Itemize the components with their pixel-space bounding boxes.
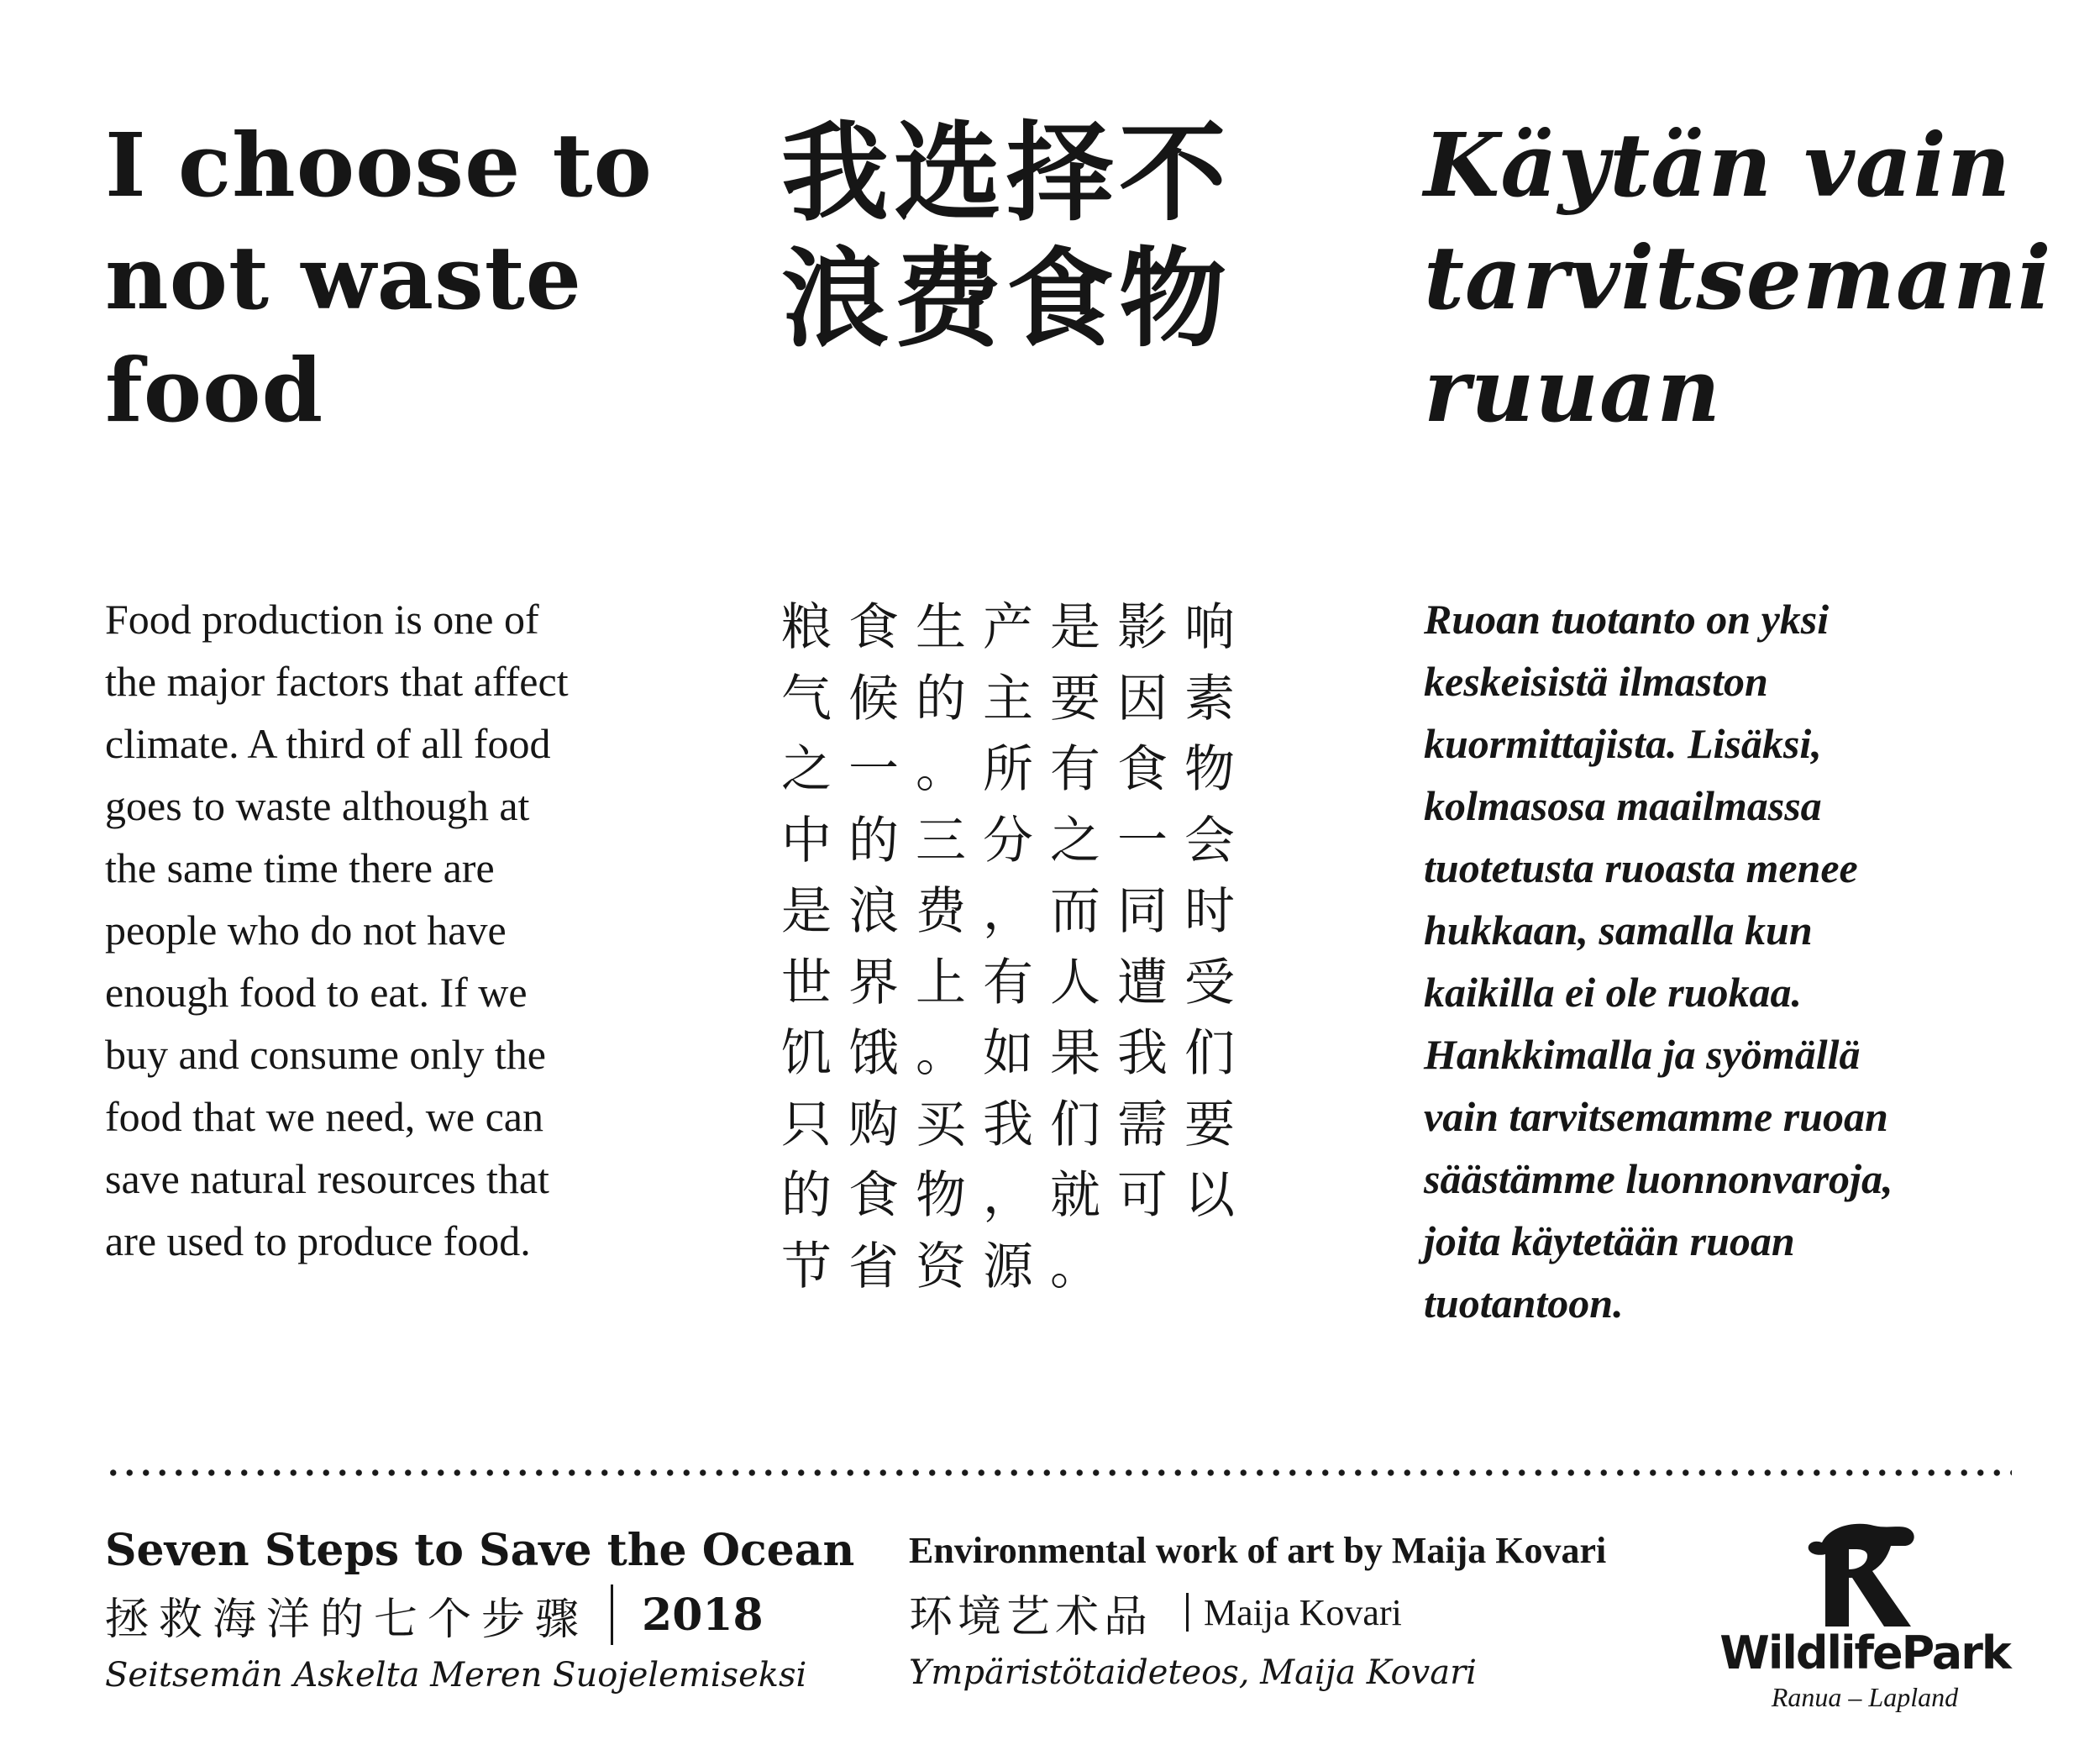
body-finnish-line: joita käytetään ruoan [1424, 1217, 1795, 1264]
heading-chinese-line: 浪费食物 [781, 237, 1232, 362]
artist-name: Maija Kovari [1204, 1591, 1402, 1633]
body-finnish-line: vain tarvitsemamme ruoan [1424, 1093, 1888, 1140]
body-english-line: buy and consume only the [105, 1031, 546, 1078]
body-chinese-line: 是浪费，而同时 [781, 882, 1252, 941]
body-english-line: goes to waste although at [105, 782, 530, 829]
body-chinese-line: 饥饿。如果我们 [781, 1024, 1252, 1083]
artwork-credit-zh-row [909, 1579, 1698, 1645]
body-english-line: people who do not have [105, 907, 507, 954]
body-chinese-line: 的食物，就可以 [781, 1166, 1252, 1225]
body-chinese-line: 气候的主要因素 [781, 669, 1252, 728]
series-title-zh-row [105, 1581, 911, 1648]
body-finnish-line: säästämme luonnonvaroja, [1424, 1155, 1893, 1202]
body-chinese-line: 粮食生产是影响 [781, 598, 1252, 657]
body-english-line: Food production is one of [105, 596, 539, 643]
body-chinese [781, 592, 1302, 1302]
heading-finnish-line: Käytän vain [1424, 113, 2012, 217]
body-english-line: the major factors that affect [105, 658, 569, 705]
wildlifepark-logo [1705, 1521, 2024, 1731]
body-finnish [1424, 588, 2079, 1334]
body-chinese-line: 世界上有人遭受 [781, 953, 1252, 1012]
body-finnish-line: tuotantoon. [1424, 1280, 1624, 1327]
logo-name: WildlifePark [1719, 1627, 2010, 1679]
series-year: 2018 [642, 1589, 764, 1641]
body-chinese-line: 之一。所有食物 [781, 740, 1252, 799]
heading-english-line: I choose to [105, 113, 653, 217]
heading-finnish-line: ruuan [1424, 339, 1722, 442]
wildlifepark-bear-r-logo-icon [1797, 1521, 1931, 1630]
vertical-separator [611, 1584, 613, 1645]
body-chinese-line: 只购买我们需要 [781, 1095, 1252, 1154]
body-english-line: are used to produce food. [105, 1217, 531, 1264]
body-finnish-line: tuotetusta ruoasta menee [1424, 844, 1858, 891]
artwork-credit-fi: Ympäristötaideteos, Maija Kovari [909, 1653, 1477, 1692]
dotted-divider [105, 1469, 2012, 1477]
heading-finnish-line: tarvitsemani [1424, 226, 2052, 329]
body-english-line: climate. A third of all food [105, 720, 551, 767]
series-title-zh: 拯救海洋的七个步骤 [105, 1594, 590, 1645]
body-english-line: the same time there are [105, 844, 495, 891]
body-finnish-line: keskeisistä ilmaston [1424, 658, 1768, 705]
body-chinese-line: 节省资源。 [781, 1237, 1117, 1296]
footer-series-info [105, 1521, 911, 1700]
artwork-credit-zh: 环境艺术品 [909, 1591, 1153, 1642]
body-finnish-line: Hankkimalla ja syömällä [1424, 1031, 1861, 1078]
body-finnish-line: hukkaan, samalla kun [1424, 907, 1813, 954]
body-finnish-line: kolmasosa maailmassa [1424, 782, 1822, 829]
body-english [105, 588, 659, 1272]
heading-chinese-line: 我选择不 [781, 111, 1232, 236]
heading-finnish [1424, 109, 2096, 447]
heading-english-line: food [105, 339, 324, 442]
series-title-fi: Seitsemän Askelta Meren Suojelemiseksi [105, 1656, 807, 1695]
body-english-line: save natural resources that [105, 1155, 549, 1202]
body-chinese-line: 中的三分之一会 [781, 811, 1252, 870]
vertical-separator [1186, 1593, 1189, 1632]
footer-artwork-credit [909, 1522, 1698, 1699]
body-finnish-line: kaikilla ei ole ruokaa. [1424, 969, 1802, 1016]
body-english-line: enough food to eat. If we [105, 969, 528, 1016]
body-finnish-line: kuormittajista. Lisäksi, [1424, 720, 1822, 767]
heading-english [105, 109, 710, 447]
heading-english-line: not waste [105, 226, 582, 329]
artwork-credit: Environmental work of art by Maija Kovari [909, 1530, 1607, 1571]
body-finnish-line: Ruoan tuotanto on yksi [1424, 596, 1830, 643]
body-english-line: food that we need, we can [105, 1093, 543, 1140]
logo-tagline: Ranua – Lapland [1771, 1682, 1959, 1712]
series-title: Seven Steps to Save the Ocean [105, 1525, 855, 1576]
heading-chinese [781, 111, 1319, 363]
